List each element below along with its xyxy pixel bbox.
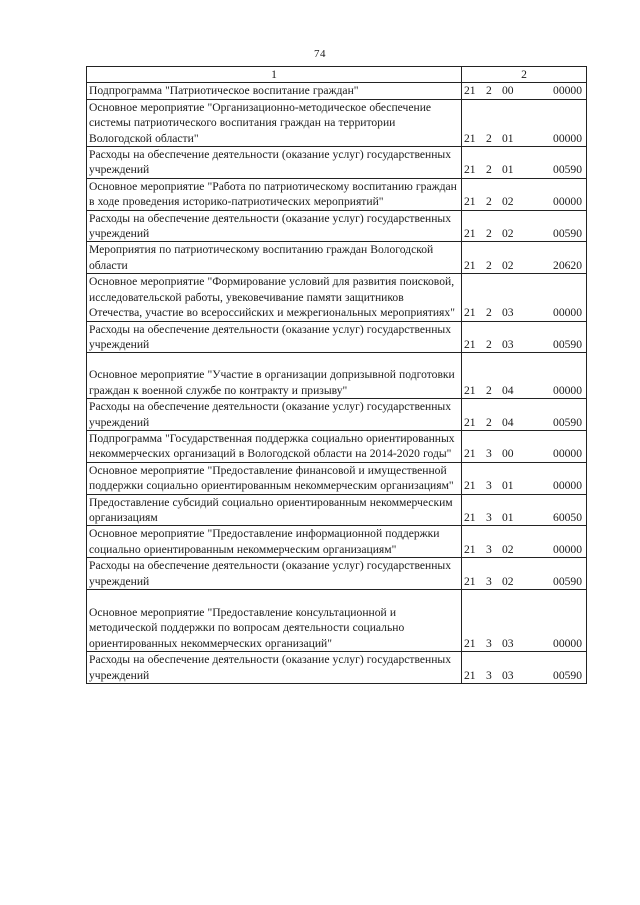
code-program: 21: [464, 447, 476, 461]
table-row: [87, 83, 587, 99]
table-row: [87, 178, 587, 210]
classification-code: [462, 558, 587, 590]
code-activity: 03: [502, 306, 514, 320]
code-subprogram: 2: [486, 131, 492, 145]
code-program: 21: [464, 668, 476, 682]
code-subprogram: 3: [486, 574, 492, 588]
code-direction: 60050: [553, 510, 582, 524]
expense-item-name: Основное мероприятие "Участие в организации допризывной подготовки граждан к военной службе по контракту и призыву": [87, 353, 462, 399]
table-row: [87, 558, 587, 590]
code-program: 21: [464, 574, 476, 588]
classification-code: [462, 274, 587, 321]
code-activity: 02: [502, 258, 514, 272]
expense-item-name: Предоставление субсидий социально ориентированным некоммерческим организациям: [87, 494, 462, 526]
table-row: [87, 99, 587, 146]
code-activity: 01: [502, 479, 514, 493]
code-program: 21: [464, 306, 476, 320]
classification-code: [462, 178, 587, 210]
code-activity: 01: [502, 163, 514, 177]
code-subprogram: 2: [486, 258, 492, 272]
table-row: [87, 652, 587, 684]
expense-item-name: Основное мероприятие "Формирование условий для развития поисковой, исследовательской работы, увековечивание памяти защитников Отечества, участие во всероссийских и межрегиональных мероприятиях": [87, 274, 462, 321]
classification-code: [462, 590, 587, 652]
code-subprogram: 3: [486, 668, 492, 682]
expense-item-name: Расходы на обеспечение деятельности (оказание услуг) государственных учреждений: [87, 147, 462, 179]
table-row: [87, 526, 587, 558]
expense-item-name: Основное мероприятие "Предоставление информационной поддержки социально ориентированным некоммерческим организациям": [87, 526, 462, 558]
code-activity: 03: [502, 668, 514, 682]
code-activity: 03: [502, 337, 514, 351]
classification-code: [462, 399, 587, 431]
code-direction: 00000: [553, 195, 582, 209]
code-program: 21: [464, 510, 476, 524]
code-program: 21: [464, 636, 476, 650]
expense-item-name: Основное мероприятие "Предоставление финансовой и имущественной поддержки социально ориентированным некоммерческим организациям": [87, 462, 462, 494]
code-program: 21: [464, 542, 476, 556]
code-subprogram: 2: [486, 337, 492, 351]
code-direction: 00590: [553, 163, 582, 177]
code-subprogram: 3: [486, 447, 492, 461]
expense-item-name: Основное мероприятие "Организационно-методическое обеспечение системы патриотического воспитания граждан на территории Вологодской области": [87, 99, 462, 146]
code-program: 21: [464, 337, 476, 351]
code-subprogram: 3: [486, 636, 492, 650]
expense-item-name: Основное мероприятие "Предоставление консультационной и методической поддержки по вопросам деятельности социально ориентированных некоммерческих организаций": [87, 590, 462, 652]
table-row: [87, 462, 587, 494]
column-header-2: 2: [462, 67, 587, 83]
classification-code: [462, 462, 587, 494]
code-activity: 02: [502, 574, 514, 588]
code-activity: 01: [502, 510, 514, 524]
table-row: [87, 430, 587, 462]
code-direction: 00000: [553, 306, 582, 320]
code-direction: 00590: [553, 574, 582, 588]
classification-code: [462, 210, 587, 242]
code-direction: 00000: [553, 131, 582, 145]
code-direction: 00590: [553, 668, 582, 682]
code-direction: 00590: [553, 415, 582, 429]
code-direction: 00590: [553, 337, 582, 351]
code-subprogram: 2: [486, 84, 492, 98]
code-program: 21: [464, 415, 476, 429]
code-subprogram: 3: [486, 510, 492, 524]
code-activity: 04: [502, 383, 514, 397]
expense-item-name: Расходы на обеспечение деятельности (оказание услуг) государственных учреждений: [87, 210, 462, 242]
expense-item-name: Расходы на обеспечение деятельности (оказание услуг) государственных учреждений: [87, 652, 462, 684]
expense-item-name: Мероприятия по патриотическому воспитанию граждан Вологодской области: [87, 242, 462, 274]
table-header-row: [87, 67, 587, 83]
code-activity: 02: [502, 227, 514, 241]
expense-item-name: Расходы на обеспечение деятельности (оказание услуг) государственных учреждений: [87, 558, 462, 590]
code-activity: 01: [502, 131, 514, 145]
code-direction: 00000: [553, 84, 582, 98]
table-row: [87, 147, 587, 179]
code-subprogram: 3: [486, 542, 492, 556]
code-program: 21: [464, 383, 476, 397]
code-direction: 00000: [553, 636, 582, 650]
table-row: [87, 590, 587, 652]
code-program: 21: [464, 195, 476, 209]
classification-code: [462, 652, 587, 684]
code-subprogram: 2: [486, 227, 492, 241]
classification-code: [462, 242, 587, 274]
code-program: 21: [464, 163, 476, 177]
classification-code: [462, 83, 587, 99]
code-activity: 04: [502, 415, 514, 429]
code-subprogram: 2: [486, 383, 492, 397]
code-direction: 20620: [553, 258, 582, 272]
code-program: 21: [464, 227, 476, 241]
code-activity: 00: [502, 447, 514, 461]
code-subprogram: 2: [486, 163, 492, 177]
table-row: [87, 353, 587, 399]
expense-item-name: Подпрограмма "Патриотическое воспитание граждан": [87, 83, 462, 99]
classification-code: [462, 147, 587, 179]
code-subprogram: 2: [486, 195, 492, 209]
code-activity: 02: [502, 195, 514, 209]
table-row: [87, 242, 587, 274]
code-subprogram: 2: [486, 415, 492, 429]
classification-code: [462, 526, 587, 558]
code-subprogram: 3: [486, 479, 492, 493]
classification-code: [462, 430, 587, 462]
expense-item-name: Основное мероприятие "Работа по патриотическому воспитанию граждан в ходе проведения историко-патриотических мероприятий": [87, 178, 462, 210]
code-program: 21: [464, 479, 476, 493]
table-row: [87, 274, 587, 321]
code-program: 21: [464, 84, 476, 98]
code-direction: 00000: [553, 542, 582, 556]
table-row: [87, 321, 587, 353]
column-header-1: 1: [87, 67, 462, 83]
table-row: [87, 210, 587, 242]
page-number: 74: [314, 48, 326, 60]
expense-item-name: Расходы на обеспечение деятельности (оказание услуг) государственных учреждений: [87, 321, 462, 353]
code-activity: 00: [502, 84, 514, 98]
expense-item-name: Подпрограмма "Государственная поддержка социально ориентированных некоммерческих организаций в Вологодской области на 2014-2020 годы": [87, 430, 462, 462]
code-activity: 02: [502, 542, 514, 556]
classification-code: [462, 353, 587, 399]
code-direction: 00000: [553, 447, 582, 461]
table-row: [87, 494, 587, 526]
code-direction: 00000: [553, 383, 582, 397]
code-subprogram: 2: [486, 306, 492, 320]
expense-item-name: Расходы на обеспечение деятельности (оказание услуг) государственных учреждений: [87, 399, 462, 431]
classification-code: [462, 99, 587, 146]
table-row: [87, 399, 587, 431]
code-direction: 00590: [553, 227, 582, 241]
code-activity: 03: [502, 636, 514, 650]
code-program: 21: [464, 258, 476, 272]
budget-classification-table: [86, 66, 587, 684]
classification-code: [462, 494, 587, 526]
code-program: 21: [464, 131, 476, 145]
classification-code: [462, 321, 587, 353]
code-direction: 00000: [553, 479, 582, 493]
